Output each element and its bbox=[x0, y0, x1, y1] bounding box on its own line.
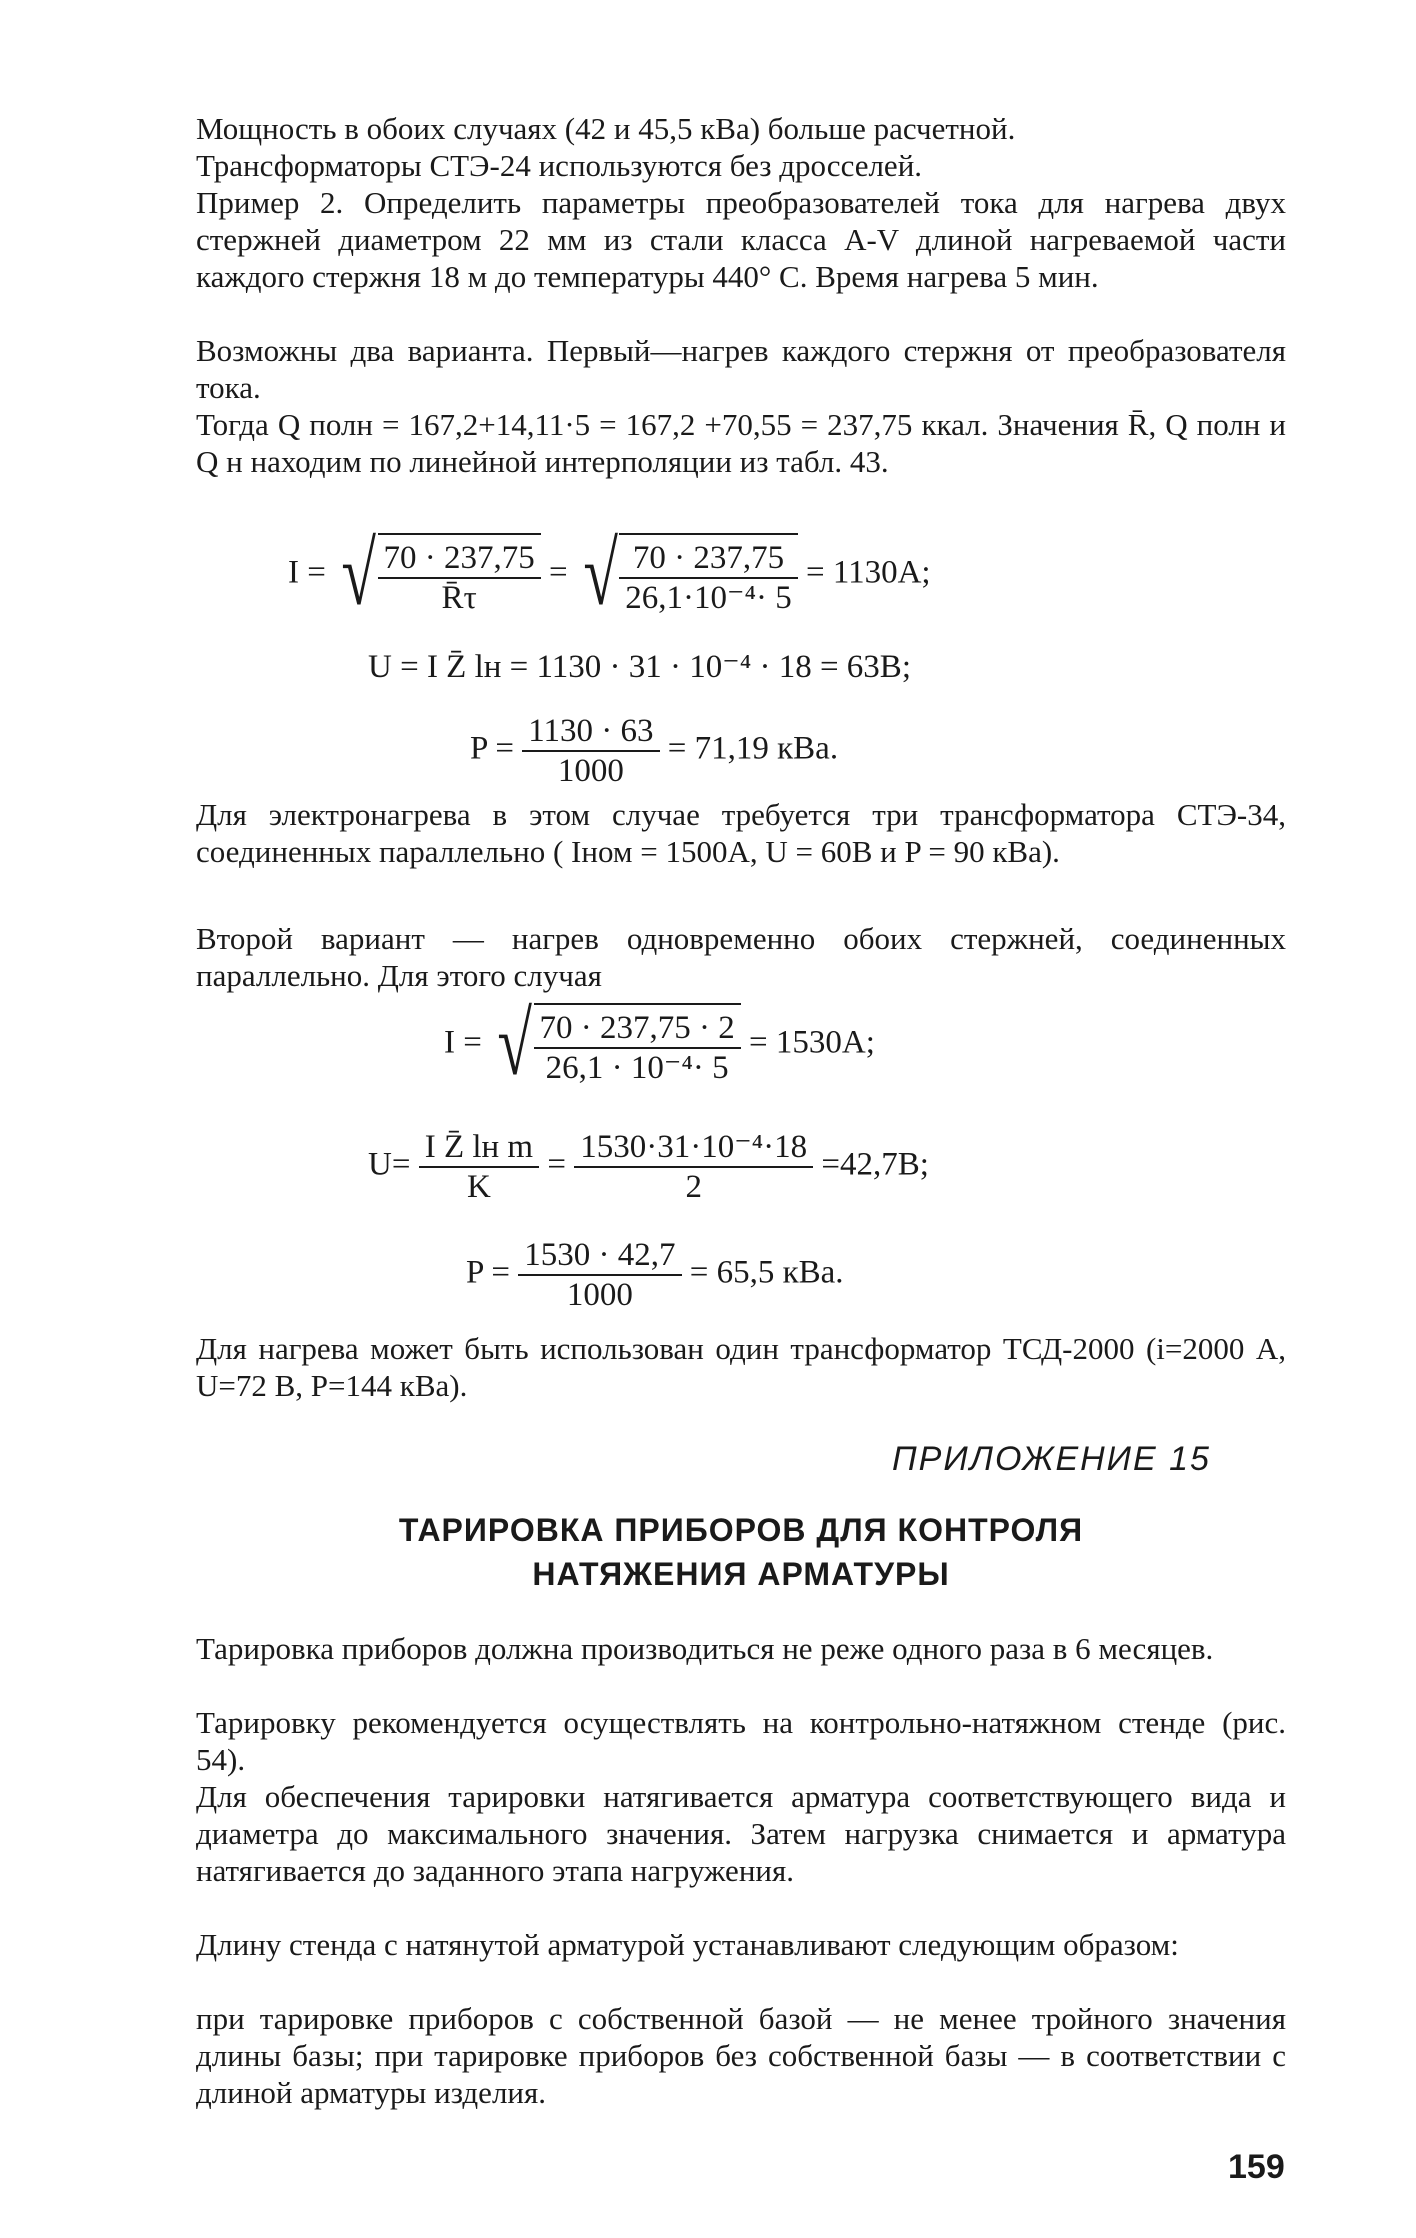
section-heading-line-1: ТАРИРОВКА ПРИБОРОВ ДЛЯ КОНТРОЛЯ bbox=[398, 1512, 1084, 1548]
paragraph-calibration-procedure: Для обеспечения тарировки натягивается арматура соответствующего вида и диаметра до максимального значения. Затем нагрузка снимается и арматура натягивается до заданного этапа нагружения. bbox=[196, 1779, 1286, 1888]
paragraph-three-transformers: Для электронагрева в этом случае требуется три трансформатора СТЭ-34, соединенных параллельно ( Iном = 1500А, U = 60В и P = 90 кВа). bbox=[196, 797, 1286, 869]
formula-voltage-2: U= $\frac{\text{I Z̄ lн m}}{K}$ = $\frac{\text{1530·31·10⁻⁴·18}}{2}$ =42,7В; bbox=[368, 1129, 929, 1205]
formula-power-2: P = $\frac{1530 \cdot 42,7}{1000}$ = 65,5 кВа. bbox=[466, 1237, 844, 1313]
paragraph-base-rules: при тарировке приборов с собственной базой — не менее тройного значения длины базы; при тарировке приборов без собственной базы — в соответствии с длиной арматуры изделия. bbox=[196, 2001, 1286, 2110]
paragraph-tsd-2000: Для нагрева может быть использован один трансформатор ТСД-2000 (i=2000 А, U=72 В, P=144 кВа). bbox=[196, 1331, 1286, 1403]
paragraph-example-2: Пример 2. Определить параметры преобразователей тока для нагрева двух стержней диаметром 22 мм из стали класса А-V длиной нагреваемой части каждого стержня 18 м до температуры 440° С. Время нагрева 5 мин. bbox=[196, 185, 1286, 294]
paragraph-second-variant: Второй вариант — нагрев одновременно обоих стержней, соединенных параллельно. Для этого случая bbox=[196, 921, 1286, 993]
paragraph-calibration-stand: Тарировку рекомендуется осуществлять на контрольно-натяжном стенде (рис. 54). bbox=[196, 1705, 1286, 1777]
paragraph-q-values: Тогда Q полн = 167,2+14,11·5 = 167,2 +70,55 = 237,75 ккал. Значения R̄, Q полн и Q н находим по линейной интерполяции из табл. 43. bbox=[196, 407, 1286, 479]
paragraph-two-variants: Возможны два варианта. Первый—нагрев каждого стержня от преобразователя тока. bbox=[196, 333, 1286, 405]
paragraph-transformers-note: Трансформаторы СТЭ-24 используются без дросселей. bbox=[196, 148, 923, 183]
appendix-label: ПРИЛОЖЕНИЕ 15 bbox=[892, 1440, 1211, 1478]
paragraph-calibration-frequency: Тарировка приборов должна производиться не реже одного раза в 6 месяцев. bbox=[196, 1631, 1214, 1666]
formula-current-2: I = √ $\frac{70 \cdot 237,75 \cdot 2}{\text{26,1 · 10⁻⁴· 5}}$ = 1530А; bbox=[444, 995, 875, 1094]
paragraph-power-note: Мощность в обоих случаях (42 и 45,5 кВа) больше расчетной. bbox=[196, 111, 1016, 146]
formula-voltage-1: U = I Z̄ lн = 1130 · 31 · 10⁻⁴ · 18 = 63В; bbox=[368, 649, 911, 685]
section-heading-line-2: НАТЯЖЕНИЯ АРМАТУРЫ bbox=[532, 1556, 950, 1592]
formula-power-1: P = $\frac{1130 \cdot 63}{1000}$ = 71,19 кВа. bbox=[470, 713, 839, 789]
formula-current-1: I = √ $\frac{70 \cdot 237,75}{R̄\tau}$ = √ $\frac{70 \cdot 237,75}{\text{26,1·10⁻⁴· 5}}$ = 1130А; bbox=[288, 525, 931, 624]
paragraph-stand-length: Длину стенда с натянутой арматурой устанавливают следующим образом: bbox=[196, 1927, 1179, 1962]
page-number: 159 bbox=[1228, 2148, 1285, 2186]
